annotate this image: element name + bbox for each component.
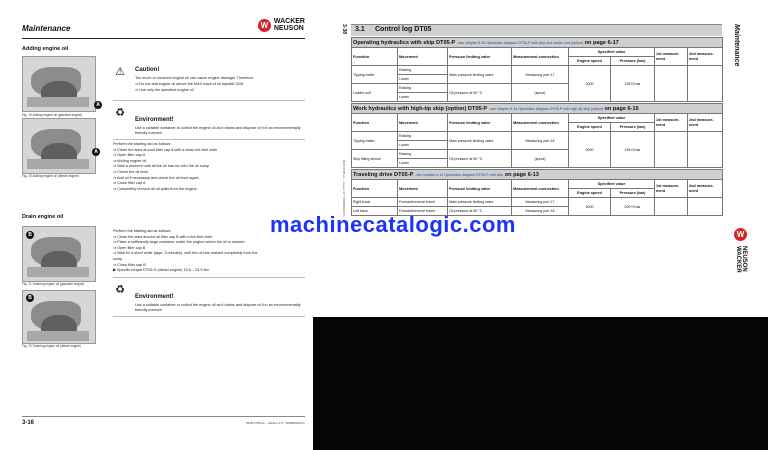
wacker-logo-icon: W <box>734 228 747 241</box>
control-table-work-hydraulics: Work hydraulics with high-tip skip (option) DT05-P - see chapter 6.14 Hydraulics diagram DT05-P with high-tip skip (option) on page 6-15 Function Movement Pressure limiting valve Measurement connection Specified value 1st measure-ment 2nd measure-ment Engine speed Pressure (bar) Tipping trailer Raising Main pressure limiting valve Measuring port 16 3000 135+5 bar Lower Skip lifting device Raising Oil pressure at 50 °C (spool) Lower <box>351 103 723 168</box>
watermark: machinecatalogic.com <box>270 212 516 237</box>
col-speed: Engine speed <box>569 57 611 66</box>
step: ⇒ Wait for a short while (appr. 3 minutes), until the oil has drained completely from the <box>113 251 258 256</box>
environment-text-2: Use a suitable container to collect the engine oil as it drains and dispose of it in an environmentally friendly manner! <box>135 303 301 312</box>
left-page-header <box>22 18 305 39</box>
step: ⇒ Adding engine oil <box>113 158 147 163</box>
table-title-row <box>352 104 723 114</box>
wacker-logo-icon: W <box>258 19 271 32</box>
callout-b-1: B <box>26 231 34 239</box>
logo-text-neuson: NEUSON <box>741 246 747 272</box>
logo-text-neuson: NEUSON <box>273 25 304 32</box>
step: Perform the starting aid as follows: <box>113 229 172 233</box>
logo-text-wacker: WACKER <box>273 18 305 25</box>
section-title: Control log DT05 <box>375 26 432 33</box>
col-connection: Measurement connection <box>512 48 569 66</box>
caution-item-1: ⇒ Do not add engine oil above the MAX mark of oil dipstick 32/A <box>135 82 244 86</box>
step: ⇒ Open filler cap B <box>113 245 146 250</box>
col-specified: Specified value <box>569 48 655 57</box>
steps-adding-oil <box>113 142 303 192</box>
table-title: Operating hydraulics with skip DT05-P <box>353 39 456 46</box>
control-table-operating-hydraulics <box>351 37 723 102</box>
section-adding-engine-oil: Adding engine oil <box>22 46 69 52</box>
environment-title-1: Environment! <box>135 117 174 123</box>
step: ⇒ Clean the area around oil filler cap B with a lint-free cloth <box>113 234 213 239</box>
step: ⇒ Wait a moment until all the oil has run into the oil sump <box>113 164 210 169</box>
step: ⇒ Open filler cap A <box>113 153 146 158</box>
page-ref: on page 6-13 <box>503 171 539 178</box>
table-row: Lower <box>352 75 723 84</box>
warning-icon: ⚠ <box>115 65 125 78</box>
black-area <box>313 317 768 450</box>
page-ref: on page 6-17 <box>583 39 619 46</box>
fig21-caption: Fig. 21 Draining engine oil (gasoline engine) <box>22 282 85 286</box>
fig22-caption: Fig. 22 Draining engine oil (diesel engine) <box>22 344 81 348</box>
caution-item-2: ⇒ Use only the specified engine oil <box>135 88 194 92</box>
section-header-control-log <box>351 24 722 36</box>
right-side-title: Maintenance <box>733 24 740 67</box>
wacker-neuson-logo <box>258 18 305 32</box>
left-page <box>0 0 313 450</box>
table-row: Right track Forward/reverse travel Main pressure limiting valve Measuring port 17 3000 200+5 bar <box>352 198 723 207</box>
step: ⇒ Add oil if necessary and check the oil level again <box>113 175 199 180</box>
caution-text: Too much or incorrect engine oil can cause engine damage! Therefore: <box>135 76 254 80</box>
step: Perform the starting aid as follows: <box>113 142 172 146</box>
left-footer-text: BHB DT05-en – Edition 1.0 * 1800B0229.fm <box>246 421 305 425</box>
step: ⇒ Place a sufficiently large container under the engine where the oil is drained <box>113 240 245 245</box>
fig19-caption: Fig. 19 Adding engine oil (gasoline engine) <box>22 113 83 117</box>
recycle-icon: ♻ <box>115 106 125 119</box>
section-number: 3.1 <box>355 26 365 33</box>
table-row: Lower <box>352 93 723 102</box>
col-function: Function <box>352 48 398 66</box>
col-movement: Movement <box>398 48 448 66</box>
callout-a-2: A <box>92 148 100 156</box>
caution-title: Caution! <box>135 67 160 73</box>
table-title: Work hydraulics with high-tip skip (option) DT05-P <box>353 105 488 112</box>
table-row: Left track Forward/reverse travel Oil pressure at 50 °C Measuring port 16 <box>352 207 723 216</box>
step: ⇒ Completely remove all oil spills from the engine. <box>113 186 198 191</box>
step: ⇒ Clean the area around filler cap A with a clean lint-free cloth <box>113 147 218 152</box>
step: sump <box>113 256 123 261</box>
table-row: Lower <box>352 159 723 168</box>
chapter-link[interactable]: - see chapter 6.12 Hydraulics diagram DT05-P with skip <box>413 172 504 177</box>
table-title: Traveling drive DT05-P <box>353 171 414 178</box>
step: ⇒ Close filler cap B <box>113 262 146 267</box>
col-second: 2nd measure-ment <box>688 48 723 66</box>
logo-text-wacker: WACKER <box>735 246 741 273</box>
table-row: Loader unit Raising Oil pressure at 50 °C (spool) <box>352 84 723 93</box>
fig20-caption: Fig. 20 Adding engine oil (diesel engine) <box>22 174 79 178</box>
col-pressure: Pressure (bar) <box>611 57 655 66</box>
right-page-number: 3-38 <box>341 24 347 35</box>
figure-adding-oil-gasoline <box>22 56 96 112</box>
table-row: Tipping trailer Raising Main pressure limiting valve Measuring port 17 3000 135+5 bar <box>352 66 723 75</box>
wacker-neuson-logo-right <box>733 222 749 292</box>
section-drain-engine-oil: Drain engine oil <box>22 214 64 220</box>
environment-title-2: Environment! <box>135 294 174 300</box>
left-header-title: Maintenance <box>22 24 71 33</box>
figure-adding-oil-diesel <box>22 118 96 174</box>
right-side-footer: BHB DT05-en – Issue 1.0 * 1800B0229.fm <box>342 160 346 217</box>
col-valve: Pressure limiting valve <box>448 48 512 66</box>
step: ⇒ Check the oil level <box>113 169 149 174</box>
table-title-row <box>352 38 723 48</box>
table-title-row <box>352 170 723 180</box>
control-table-traveling-drive: Traveling drive DT05-P - see chapter 6.12 Hydraulics diagram DT05-P with skip on page 6-13 Function Movement Pressure limiting valve Measurement connection Specified value 1st measure-ment 2nd measure-ment Engine speed Pressure (bar) Right track Forward/reverse travel Main pressure limiting valve Measuring port 17 3000 200+5 bar Left track Forward/reverse travel Oil pressure at 50 °C Measuring port 16 <box>351 169 723 216</box>
page-ref: on page 6-15 <box>602 105 639 112</box>
chapter-link[interactable]: - see chapter 6.14 Hydraulics diagram DT05-P with high-tip skip (option) <box>487 106 603 111</box>
environment-text-1: Use a suitable container to collect the engine oil as it drains and dispose of it in an environmentally friendly manner! <box>135 126 301 135</box>
step: ▶ Specific torque DT05-D (diesel engine) 15.6 – 23.5 Nm <box>113 268 210 273</box>
step: ⇒ Close filler cap A <box>113 181 146 186</box>
left-page-number: 3-16 <box>22 420 35 426</box>
table-row: Tipping trailer Raising Main pressure limiting valve Measuring port 16 3000 135+5 bar <box>352 132 723 141</box>
callout-a-1: A <box>94 101 102 109</box>
table-row: Skip lifting device Raising Oil pressure at 50 °C (spool) <box>352 150 723 159</box>
chapter-link[interactable]: - see chapter 6.16 Hydraulics diagram DT05-P with skip and loader unit (option) <box>455 40 584 45</box>
recycle-icon: ♻ <box>115 283 125 296</box>
col-first: 1st measure-ment <box>655 48 688 66</box>
table-row: Lower <box>352 141 723 150</box>
callout-b-2: B <box>26 294 34 302</box>
